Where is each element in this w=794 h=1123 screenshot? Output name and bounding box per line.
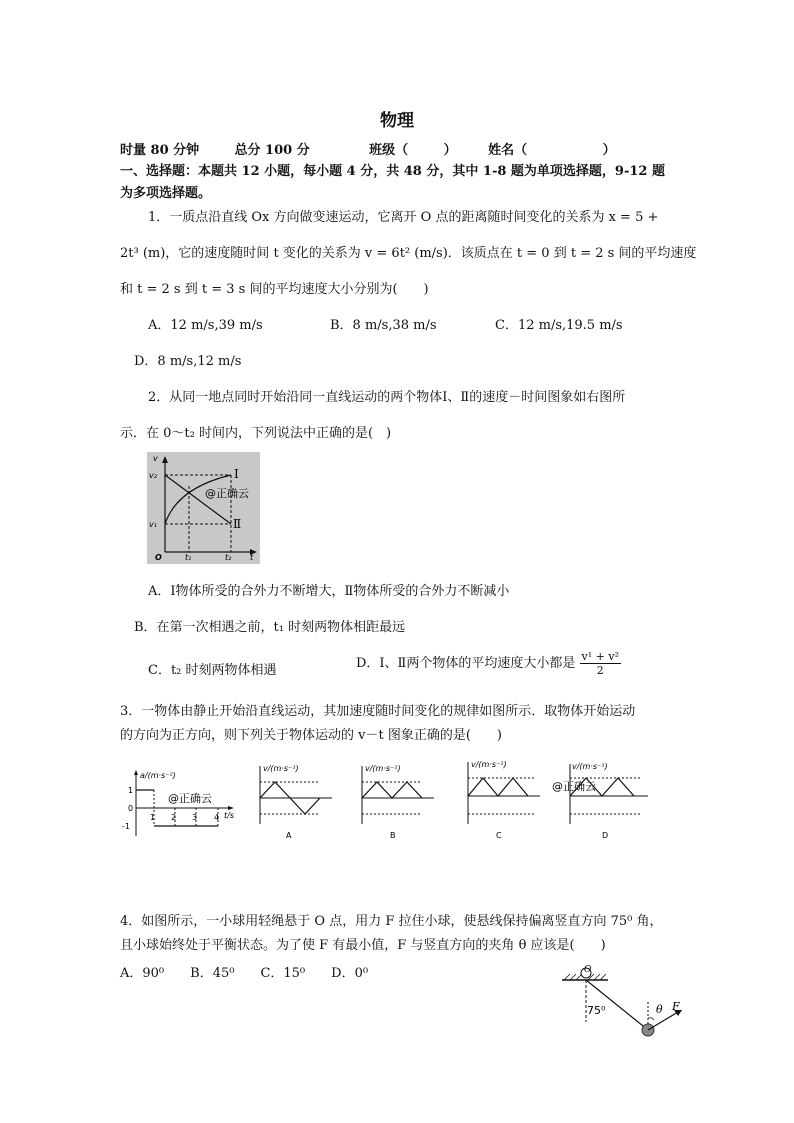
q3-option-d-figure bbox=[552, 760, 656, 842]
q1-option-a: A．12 m/s,39 m/s bbox=[148, 318, 263, 333]
watermark: @正确云 bbox=[168, 792, 212, 805]
label-t: t bbox=[250, 553, 254, 562]
label-F: F bbox=[672, 1000, 680, 1013]
label-O: O bbox=[584, 965, 592, 975]
q4-pendulum-figure bbox=[560, 962, 690, 1042]
watermark: @正确云 bbox=[205, 487, 249, 500]
q3-option-c-figure bbox=[456, 758, 546, 842]
time-limit: 时量 80 分钟 bbox=[120, 143, 200, 158]
q2-vt-figure bbox=[147, 452, 260, 564]
a-y1: 1 bbox=[128, 786, 134, 795]
q1-option-d: D．8 m/s,12 m/s bbox=[134, 354, 242, 369]
q1-line1: 1．一质点沿直线 Ox 方向做变速运动，它离开 O 点的距离随时间变化的关系为 x = 5 + bbox=[148, 210, 659, 225]
v-curve bbox=[362, 782, 422, 798]
q1-line3: 和 t = 2 s 到 t = 3 s 间的平均速度大小分别为( ) bbox=[120, 282, 429, 297]
q2-vt-graph bbox=[147, 452, 260, 564]
v-ylabel: v/(m·s⁻¹) bbox=[365, 764, 401, 773]
name-label: 姓名（ bbox=[488, 143, 528, 158]
t-axis-arrow bbox=[228, 806, 234, 810]
option-label: C bbox=[496, 831, 502, 840]
name-close: ） bbox=[602, 143, 616, 158]
label-v2: v₂ bbox=[149, 471, 157, 480]
q3-option-a-figure bbox=[248, 762, 338, 842]
q3-at-graph bbox=[118, 768, 240, 840]
average-velocity-fraction bbox=[580, 650, 621, 677]
q2-option-b: B．在第一次相遇之前，t₁ 时刻两物体相距最远 bbox=[134, 620, 406, 635]
q1-line2: 2t³ (m)，它的速度随时间 t 变化的关系为 v = 6t² (m/s)．该质点在 t = 0 到 t = 2 s 间的平均速度 bbox=[120, 246, 697, 261]
q1-option-c: C．12 m/s,19.5 m/s bbox=[495, 318, 623, 333]
label-v: v bbox=[153, 454, 158, 463]
q2-line2: 示．在 0～t₂ 时间内，下列说法中正确的是( ) bbox=[120, 426, 392, 441]
q2-option-a: A．Ⅰ物体所受的合外力不断增大，Ⅱ物体所受的合外力不断减小 bbox=[148, 584, 510, 599]
label-I: Ⅰ bbox=[234, 467, 239, 481]
exam-header bbox=[120, 139, 616, 158]
v-ylabel: v/(m·s⁻¹) bbox=[471, 760, 507, 769]
q4-options: A．90⁰ B．45⁰ C．15⁰ D．0⁰ bbox=[120, 966, 369, 981]
label-angle: 75⁰ bbox=[587, 1004, 606, 1017]
label-origin: O bbox=[155, 553, 162, 562]
class-label: 班级（ bbox=[369, 143, 409, 158]
v-ylabel: v/(m·s⁻¹) bbox=[572, 762, 608, 771]
class-close: ） bbox=[443, 143, 457, 158]
label-t2: t₂ bbox=[225, 553, 232, 562]
figure-background bbox=[147, 452, 260, 564]
a-x3: 3 bbox=[192, 813, 198, 822]
v-ylabel: v/(m·s⁻¹) bbox=[263, 764, 299, 773]
q3-line1: 3．一物体由静止开始沿直线运动，其加速度随时间变化的规律如图所示．取物体开始运动 bbox=[120, 704, 636, 719]
watermark: @正确云 bbox=[552, 780, 596, 793]
v-curve bbox=[468, 778, 528, 796]
a-xlabel: t/s bbox=[224, 811, 234, 820]
fraction-numerator: v¹ + v² bbox=[581, 650, 620, 663]
theta-arc bbox=[648, 1018, 654, 1020]
force-F bbox=[648, 1012, 678, 1030]
option-label: A bbox=[286, 831, 292, 840]
q1-option-b: B．8 m/s,38 m/s bbox=[330, 318, 437, 333]
a-x1: 1 bbox=[150, 813, 156, 822]
q2-option-c: C．t₂ 时刻两物体相遇 bbox=[148, 663, 277, 678]
option-label: B bbox=[390, 831, 396, 840]
q2-line1: 2．从同一地点同时开始沿同一直线运动的两个物体Ⅰ、Ⅱ的速度－时间图象如右图所 bbox=[148, 390, 626, 405]
section-heading-line1: 一、选择题：本题共 12 小题，每小题 4 分，共 48 分，其中 1-8 题为单项选择题，9-12 题 bbox=[120, 164, 665, 179]
q3-option-b-figure bbox=[350, 762, 440, 842]
label-theta: θ bbox=[656, 1003, 663, 1016]
a-ym1: -1 bbox=[122, 822, 130, 831]
label-v1: v₁ bbox=[149, 520, 157, 529]
page-title: 物理 bbox=[380, 111, 414, 131]
q4-line2: 且小球始终处于平衡状态。为了使 F 有最小值，F 与竖直方向的夹角 θ 应该是( ) bbox=[120, 938, 606, 953]
a-y0: 0 bbox=[128, 804, 134, 813]
a-x4: 4 bbox=[214, 813, 220, 822]
q2-option-d bbox=[356, 650, 621, 677]
label-t1: t₁ bbox=[185, 553, 192, 562]
total-score: 总分 100 分 bbox=[234, 143, 310, 158]
a-axis-arrow bbox=[134, 770, 138, 775]
a-ylabel: a/(m·s⁻²) bbox=[140, 771, 176, 780]
fraction-denominator: 2 bbox=[596, 664, 604, 677]
q3-at-figure bbox=[118, 768, 240, 840]
q2-option-d-text: D．Ⅰ、Ⅱ两个物体的平均速度大小都是 bbox=[356, 656, 576, 671]
a-x2: 2 bbox=[171, 813, 177, 822]
label-II: Ⅱ bbox=[233, 517, 242, 531]
option-label: D bbox=[602, 831, 609, 840]
q4-line1: 4．如图所示，一小球用轻绳悬于 O 点，用力 F 拉住小球，使悬线保持偏离竖直方向 75⁰ 角， bbox=[120, 914, 663, 929]
section-heading-line2: 为多项选择题。 bbox=[120, 186, 212, 201]
q3-line2: 的方向为正方向，则下列关于物体运动的 v－t 图象正确的是( ) bbox=[120, 728, 502, 743]
